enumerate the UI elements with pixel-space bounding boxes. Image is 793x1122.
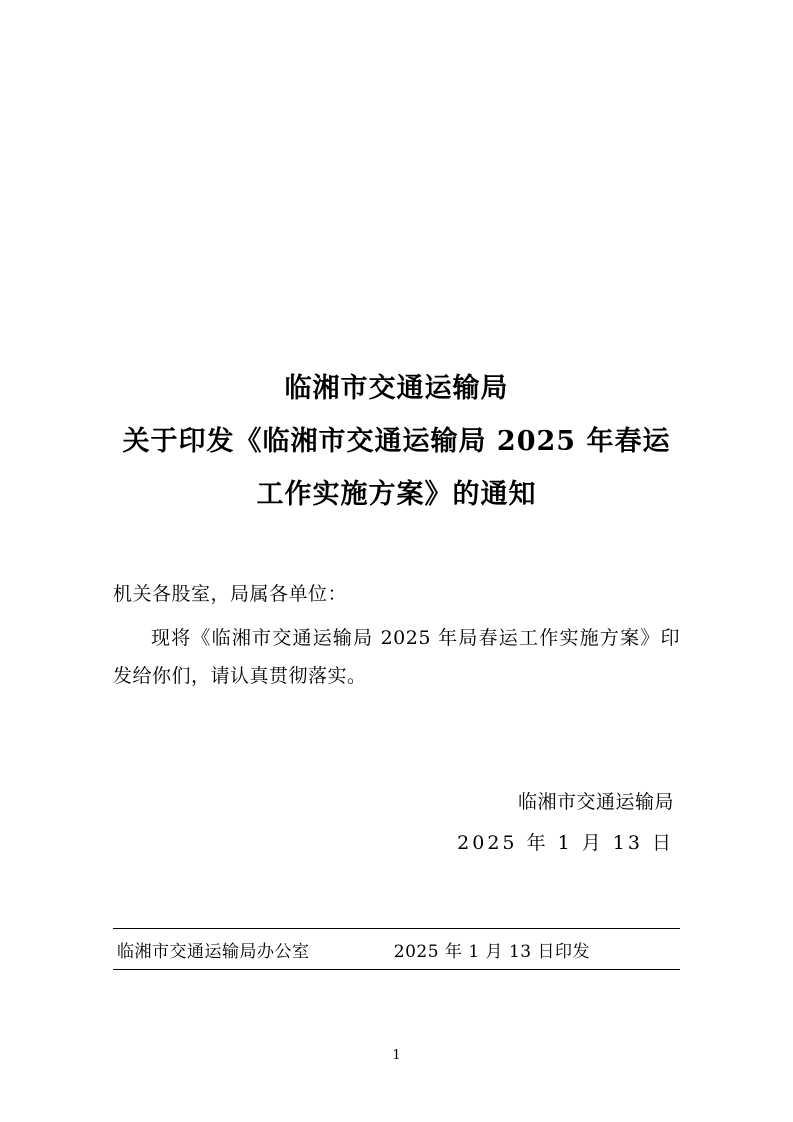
title-line-1: 临湘市交通运输局 — [284, 373, 509, 404]
footer-issuing-office: 临湘市交通运输局办公室 — [117, 941, 310, 962]
title-line-3: 工作实施方案》的通知 — [256, 479, 537, 510]
document-title — [0, 362, 793, 521]
footer-divider-bottom — [113, 969, 680, 970]
document-footer — [113, 928, 680, 970]
footer-row — [113, 929, 680, 969]
body-paragraph: 现将《临湘市交通运输局 2025 年局春运工作实施方案》印发给你们，请认真贯彻落实。 — [113, 627, 680, 687]
title-line-2: 关于印发《临湘市交通运输局 2025 年春运 — [122, 426, 671, 457]
page-number: 1 — [392, 1048, 401, 1063]
document-body — [113, 575, 680, 695]
signature-organization: 临湘市交通运输局 — [517, 791, 674, 813]
salutation: 机关各股室，局属各单位： — [113, 583, 348, 605]
signature-date: 2025 年 1 月 13 日 — [457, 832, 674, 854]
footer-issue-date: 2025 年 1 月 13 日印发 — [393, 941, 590, 962]
signature-block — [113, 782, 680, 864]
